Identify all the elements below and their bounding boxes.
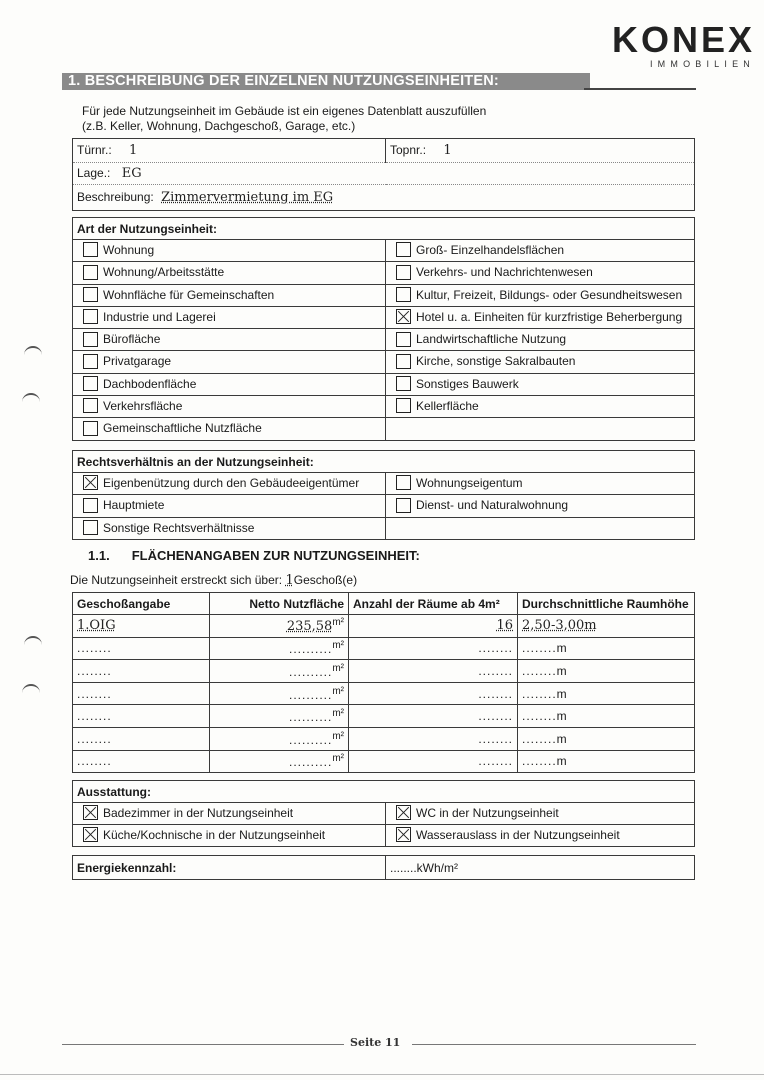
hole-punch-mark: [22, 393, 40, 403]
checkbox[interactable]: [83, 332, 98, 347]
option-row: [73, 396, 695, 418]
footer-rule-right: [412, 1044, 696, 1045]
cell-flaeche[interactable]: ..........: [288, 732, 333, 747]
checkbox-label: Landwirtschaftliche Nutzung: [416, 332, 567, 347]
checkbox-label: Dienst- und Naturalwohnung: [416, 498, 569, 513]
checkbox[interactable]: [83, 309, 98, 324]
footer-rule-left: [62, 1044, 344, 1045]
art-header: Art der Nutzungseinheit:: [73, 218, 695, 240]
checkbox[interactable]: [83, 398, 98, 413]
checkbox[interactable]: [396, 827, 411, 842]
tuernr-label: Türnr.:: [77, 143, 112, 157]
cell-flaeche[interactable]: ..........: [288, 755, 333, 770]
option-row: [73, 306, 695, 328]
beschreibung-label: Beschreibung:: [77, 190, 154, 204]
checkbox-label: Kellerfläche: [416, 399, 479, 414]
option-row: [73, 373, 695, 395]
lage-label: Lage.:: [77, 166, 111, 180]
checkbox-label: Küche/Kochnische in der Nutzungseinheit: [103, 827, 326, 842]
ausstattung-header: Ausstattung:: [73, 781, 695, 803]
checkbox-label: Eigenbenützung durch den Gebäudeeigentümer: [103, 475, 360, 490]
page-number: Seite 11: [350, 1036, 401, 1049]
checkbox-label: Sonstiges Bauwerk: [416, 376, 519, 391]
checkbox-label: Wasserauslass in der Nutzungseinheit: [416, 827, 620, 842]
checkbox[interactable]: [396, 475, 411, 490]
option-row: [73, 418, 695, 440]
table-row: [73, 682, 695, 705]
checkbox-label: Bürofläche: [103, 332, 161, 347]
cell-geschoss[interactable]: ........: [77, 686, 112, 701]
recht-header: Rechtsverhältnis an der Nutzungseinheit:: [73, 451, 695, 473]
cell-hoehe[interactable]: 2,50-3,00m: [522, 618, 597, 634]
unit-m2: m²: [332, 640, 344, 652]
unit-m2: m²: [332, 730, 344, 742]
extends-value[interactable]: 1: [285, 573, 294, 588]
banner-rule: [584, 88, 696, 90]
cell-flaeche[interactable]: ..........: [288, 687, 333, 702]
option-row: [73, 473, 695, 495]
cell-geschoss[interactable]: ........: [77, 663, 112, 678]
unit-m2: m²: [332, 708, 344, 720]
table-row: [73, 660, 695, 683]
table-row: [73, 637, 695, 660]
checkbox-label: WC in der Nutzungseinheit: [416, 805, 559, 820]
logo-subtitle: IMMOBILIEN: [649, 59, 755, 69]
energie-value[interactable]: ........kWh/m²: [390, 860, 458, 875]
checkbox[interactable]: [396, 332, 411, 347]
option-row: [73, 351, 695, 373]
checkbox[interactable]: [83, 805, 98, 820]
table-row: [73, 615, 695, 638]
cell-geschoss[interactable]: ........: [77, 641, 112, 656]
checkbox[interactable]: [396, 242, 411, 257]
checkbox-label: Gemeinschaftliche Nutzfläche: [103, 421, 262, 436]
checkbox-label: Industrie und Lagerei: [103, 309, 216, 324]
cell-raeume[interactable]: ........: [478, 686, 513, 701]
checkbox[interactable]: [83, 354, 98, 369]
checkbox[interactable]: [83, 376, 98, 391]
checkbox[interactable]: [83, 242, 98, 257]
page-edge: [0, 1074, 764, 1075]
table-row: [73, 727, 695, 750]
cell-flaeche[interactable]: 235,58: [286, 619, 333, 635]
checkbox-label: Sonstige Rechtsverhältnisse: [103, 520, 255, 535]
checkbox-label: Wohnungseigentum: [416, 475, 523, 490]
energie-table: [72, 855, 695, 880]
cell-geschoss[interactable]: 1.OIG: [77, 618, 116, 634]
cell-raeume[interactable]: ........: [478, 709, 513, 724]
option-row: [73, 517, 695, 539]
cell-hoehe[interactable]: ........m: [522, 709, 568, 724]
cell-hoehe[interactable]: ........m: [522, 663, 568, 678]
cell-raeume[interactable]: ........: [478, 641, 513, 656]
checkbox-label: Hotel u. a. Einheiten für kurzfristige Beherbergung: [416, 309, 683, 324]
checkbox-label: Verkehrs- und Nachrichtenwesen: [416, 265, 593, 280]
checkbox[interactable]: [83, 520, 98, 535]
logo-wordmark: KONEX: [611, 19, 755, 60]
checkbox[interactable]: [396, 805, 411, 820]
flaechen-number: 1.1.: [88, 548, 110, 563]
table-row: [73, 750, 695, 773]
extends-prefix: Die Nutzungseinheit erstreckt sich über:: [70, 573, 283, 587]
flaechen-title: FLÄCHENANGABEN ZUR NUTZUNGSEINHEIT:: [131, 548, 420, 563]
checkbox[interactable]: [83, 265, 98, 280]
extends-suffix: Geschoß(e): [293, 573, 358, 587]
unit-info-table: [72, 138, 695, 211]
checkbox-label: Wohnung: [103, 242, 155, 257]
ausstattung-table: [72, 780, 695, 847]
unit-m2: m²: [332, 685, 344, 697]
cell-raeume[interactable]: ........: [478, 663, 513, 678]
art-table: [72, 217, 695, 441]
flaechen-heading: [88, 548, 420, 563]
cell-flaeche[interactable]: ..........: [288, 642, 333, 657]
unit-m2: m²: [332, 662, 344, 674]
checkbox-label: Wohnfläche für Gemeinschaften: [103, 287, 275, 302]
checkbox[interactable]: [83, 287, 98, 302]
geschoss-count-line: [70, 573, 357, 588]
cell-hoehe[interactable]: ........m: [522, 641, 568, 656]
topnr-value[interactable]: 1: [443, 143, 452, 158]
checkbox[interactable]: [396, 265, 411, 280]
checkbox-label: Kirche, sonstige Sakralbauten: [416, 354, 576, 369]
unit-m2: m²: [332, 753, 344, 765]
checkbox-label: Groß- Einzelhandelsflächen: [416, 242, 565, 257]
checkbox[interactable]: [396, 376, 411, 391]
checkbox[interactable]: [396, 498, 411, 513]
option-row: [73, 803, 695, 825]
energie-label: Energiekennzahl:: [73, 856, 386, 880]
cell-hoehe[interactable]: ........m: [522, 731, 568, 746]
topnr-label: Topnr.:: [390, 143, 427, 157]
checkbox[interactable]: [83, 827, 98, 842]
beschreibung-value[interactable]: Zimmervermietung im EG: [161, 190, 334, 205]
tuernr-value[interactable]: 1: [129, 143, 138, 158]
cell-geschoss[interactable]: ........: [77, 731, 112, 746]
cell-geschoss[interactable]: ........: [77, 754, 112, 769]
checkbox[interactable]: [396, 354, 411, 369]
cell-geschoss[interactable]: ........: [77, 709, 112, 724]
option-row: [73, 825, 695, 847]
checkbox[interactable]: [83, 421, 98, 436]
section-banner: 1. BESCHREIBUNG DER EINZELNEN NUTZUNGSEINHEITEN:: [62, 73, 590, 90]
checkbox[interactable]: [396, 309, 411, 324]
cell-hoehe[interactable]: ........m: [522, 754, 568, 769]
option-row: [73, 284, 695, 306]
checkbox-label: Privatgarage: [103, 354, 172, 369]
hole-punch-mark: [24, 346, 42, 356]
checkbox-label: Dachbodenfläche: [103, 376, 197, 391]
checkbox-label: Badezimmer in der Nutzungseinheit: [103, 805, 294, 820]
checkbox[interactable]: [396, 287, 411, 302]
option-row: [73, 240, 695, 262]
checkbox-label: Hauptmiete: [103, 498, 165, 513]
checkbox[interactable]: [83, 498, 98, 513]
option-row: [73, 329, 695, 351]
hole-punch-mark: [22, 684, 40, 694]
flaechen-table: [72, 592, 695, 773]
col-raeume-header: Anzahl der Räume ab 4m²: [349, 593, 518, 615]
checkbox[interactable]: [396, 398, 411, 413]
cell-raeume[interactable]: 16: [496, 618, 513, 634]
col-netto-header: Netto Nutzfläche: [210, 593, 349, 615]
checkbox-label: Verkehrsfläche: [103, 399, 183, 414]
intro-line-2: (z.B. Keller, Wohnung, Dachgeschoß, Garage, etc.): [82, 119, 356, 133]
konex-logo: [585, 19, 755, 69]
col-geschoss-header: Geschoßangabe: [73, 593, 210, 615]
hole-punch-mark: [24, 636, 42, 646]
checkbox[interactable]: [83, 475, 98, 490]
option-row: [73, 495, 695, 517]
option-row: [73, 262, 695, 284]
cell-flaeche[interactable]: ..........: [288, 710, 333, 725]
cell-flaeche[interactable]: ..........: [288, 664, 333, 679]
recht-table: [72, 450, 695, 540]
cell-hoehe[interactable]: ........m: [522, 686, 568, 701]
col-hoehe-header: Durchschnittliche Raumhöhe: [518, 593, 695, 615]
lage-value[interactable]: EG: [121, 166, 142, 181]
cell-raeume[interactable]: ........: [478, 731, 513, 746]
table-row: [73, 705, 695, 728]
unit-m2: m²: [332, 617, 344, 629]
intro-text: [82, 104, 486, 134]
checkbox-label: Kultur, Freizeit, Bildungs- oder Gesundheitswesen: [416, 287, 683, 302]
checkbox-label: Wohnung/Arbeitsstätte: [103, 265, 225, 280]
cell-raeume[interactable]: ........: [478, 754, 513, 769]
intro-line-1: Für jede Nutzungseinheit im Gebäude ist ein eigenes Datenblatt auszufüllen: [82, 104, 487, 118]
